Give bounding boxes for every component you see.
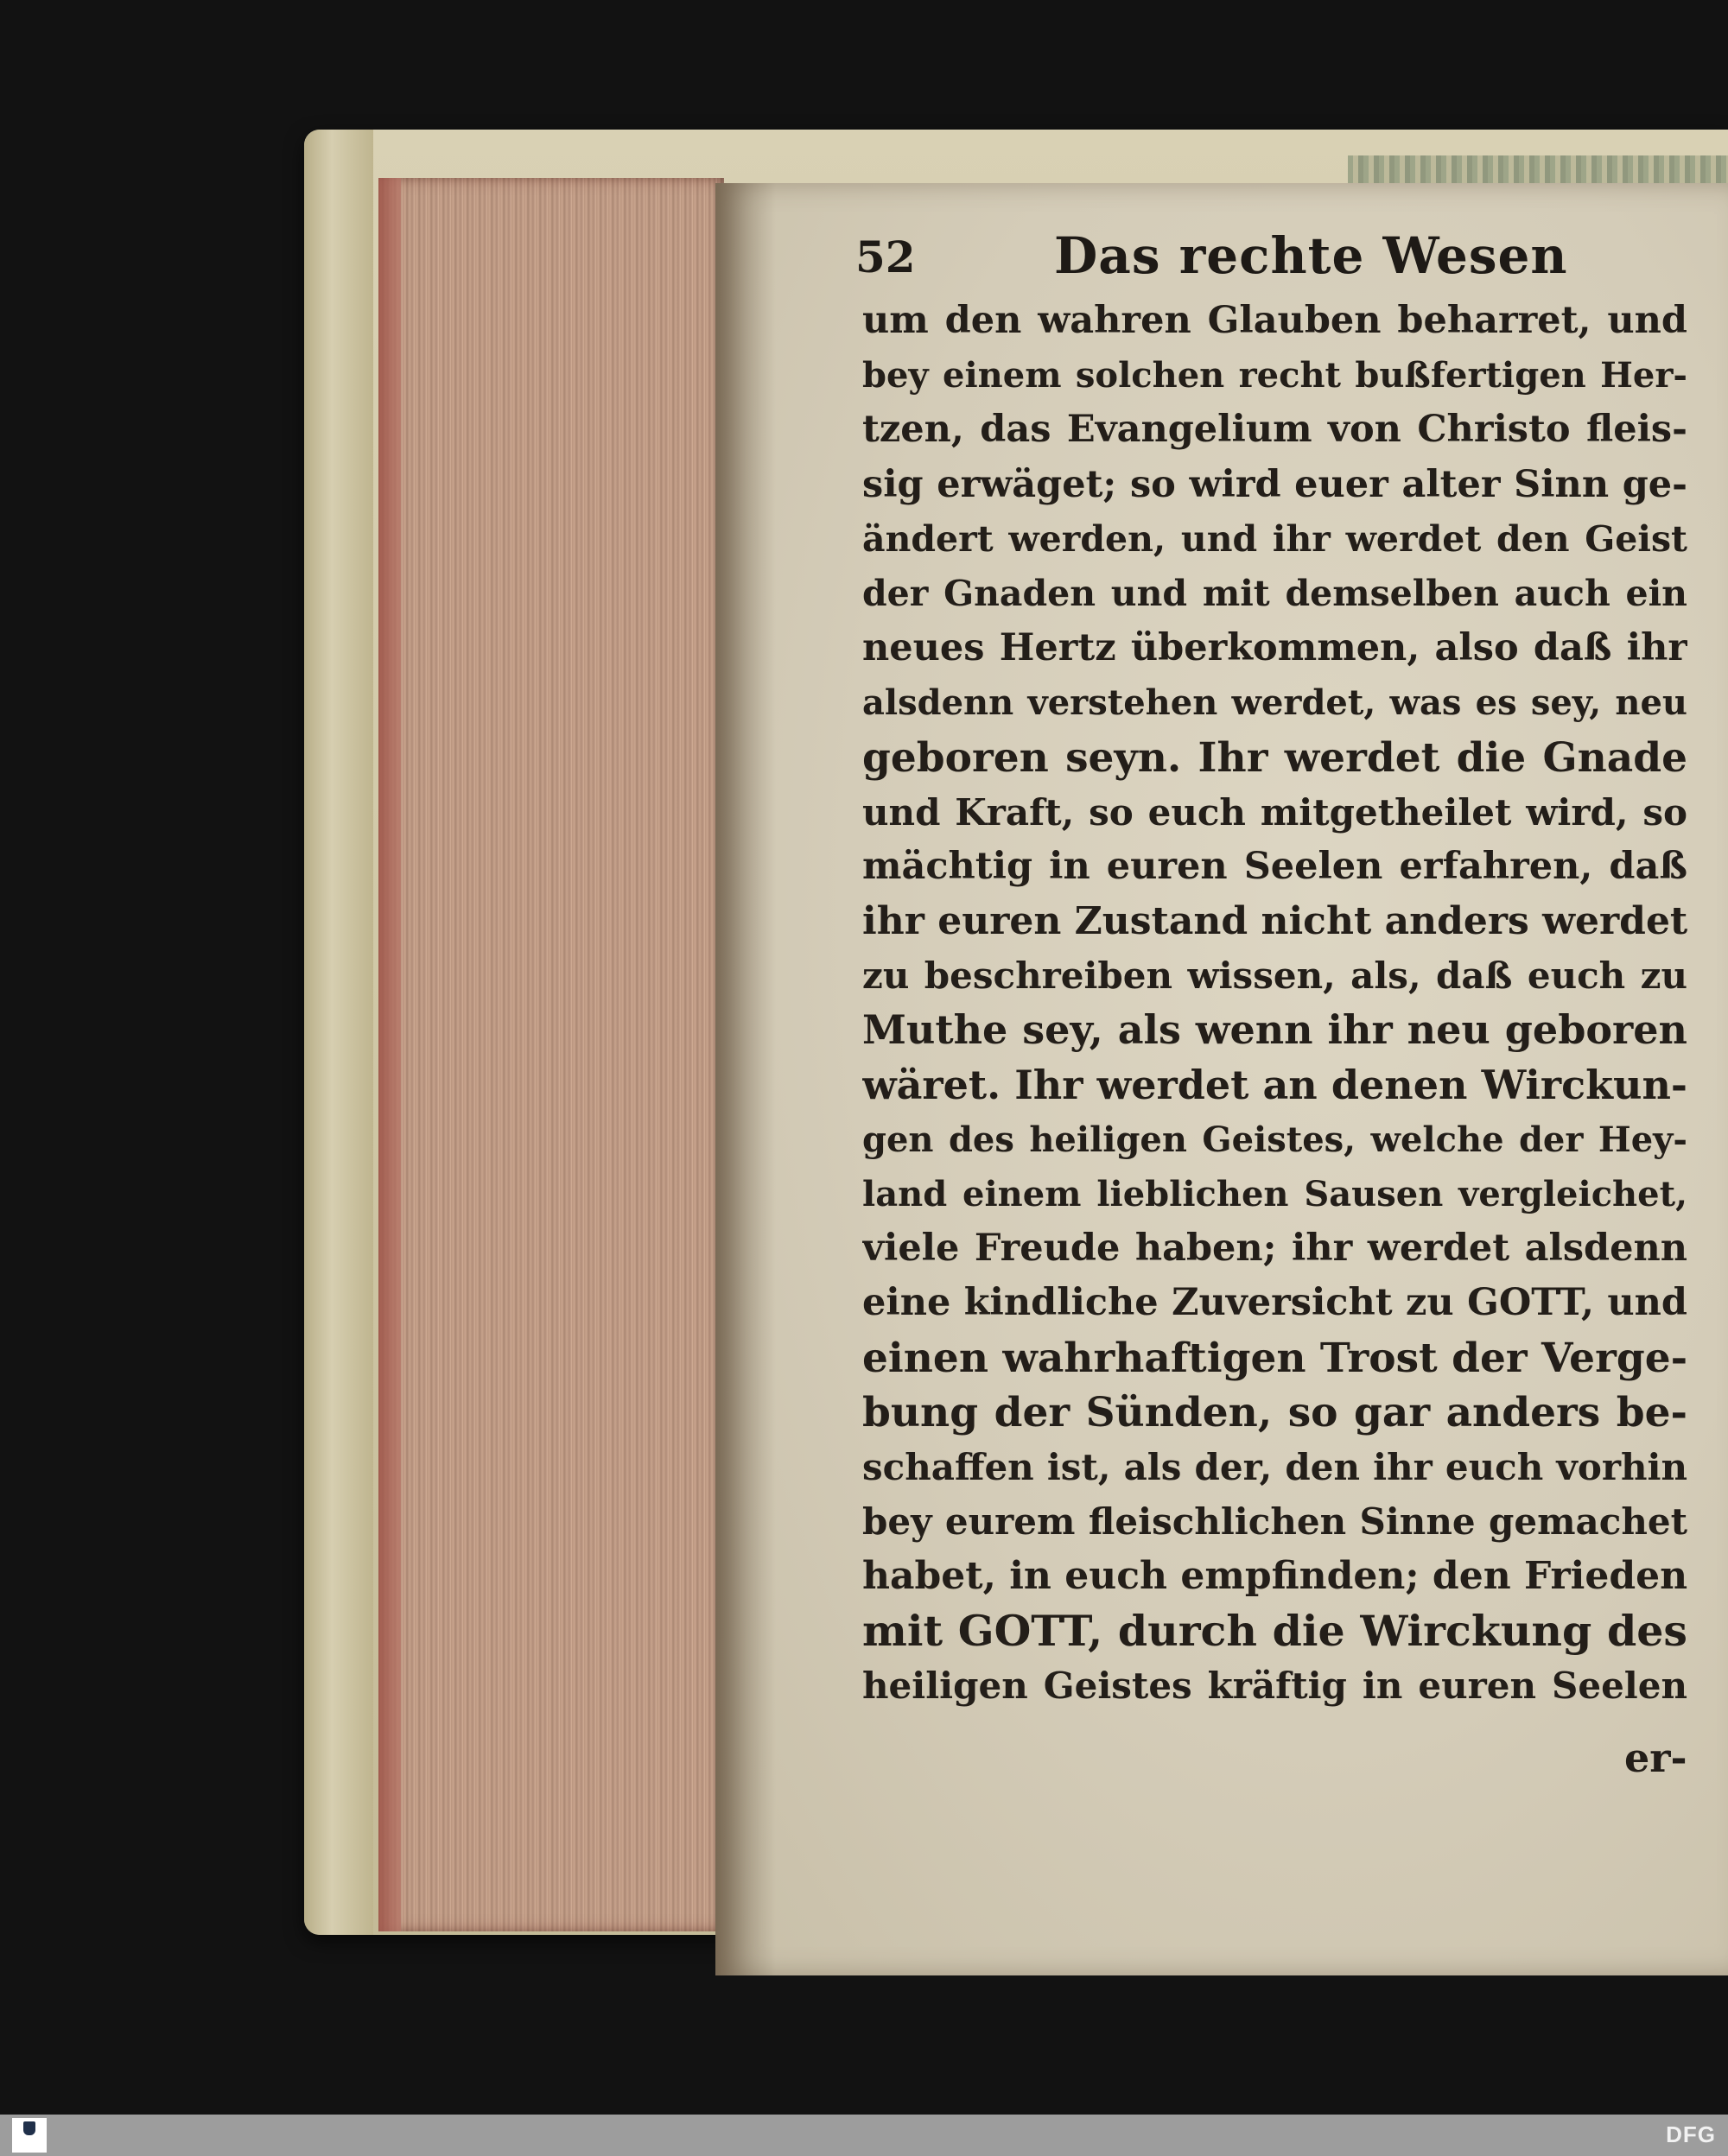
page-block xyxy=(378,178,724,1931)
text-line: bey einem solchen recht bußfertigen Her- xyxy=(862,355,1687,396)
text-line: wäret. Ihr werdet an denen Wirckun- xyxy=(862,1061,1687,1108)
text-line: ihr euren Zustand nicht anders werdet xyxy=(862,899,1687,944)
catchword: er- xyxy=(1624,1734,1687,1781)
text-line: Muthe sey, als wenn ihr neu geboren xyxy=(862,1006,1687,1054)
text-line: schaffen ist, als der, den ihr euch vorhin xyxy=(862,1445,1687,1488)
text-line: geboren seyn. Ihr werdet die Gnade xyxy=(862,733,1687,782)
gutter-shadow xyxy=(715,183,776,1975)
text-line: tzen, das Evangelium von Christo fleis- xyxy=(862,408,1687,452)
text-line: der Gnaden und mit demselben auch ein xyxy=(862,572,1687,614)
text-line: habet, in euch empfinden; den Frieden xyxy=(862,1554,1687,1599)
text-line: neues Hertz überkommen, also daß ihr xyxy=(862,626,1687,670)
text-line: um den wahren Glauben beharret, und xyxy=(862,299,1687,342)
dfg-label: DFG xyxy=(1666,2121,1716,2147)
body-text xyxy=(862,294,1687,1713)
text-line: und Kraft, so euch mitgetheilet wird, so xyxy=(862,790,1687,834)
text-line: zu beschreiben wissen, als, daß euch zu xyxy=(862,954,1687,998)
text-line: bey eurem fleischlichen Sinne gemachet xyxy=(862,1500,1687,1544)
text-line: viele Freude haben; ihr werdet alsdenn xyxy=(862,1227,1687,1271)
text-line: gen des heiligen Geistes, welche der Hey- xyxy=(862,1119,1687,1160)
logo-icon xyxy=(23,2121,35,2135)
page-header xyxy=(855,226,1711,292)
page-number: 52 xyxy=(855,231,916,282)
text-line: land einem lieblichen Sausen vergleichet, xyxy=(862,1174,1687,1214)
footer-bar xyxy=(0,2115,1728,2156)
institution-logo xyxy=(12,2118,47,2153)
running-head: Das rechte Wesen xyxy=(1054,226,1568,285)
text-line: eine kindliche Zuversicht zu GOTT, und xyxy=(862,1281,1687,1325)
text-line: sig erwäget; so wird euer alter Sinn ge- xyxy=(862,462,1687,506)
text-line: alsdenn verstehen werdet, was es sey, neu xyxy=(862,682,1687,724)
red-page-edge xyxy=(378,178,401,1931)
next-page-edge xyxy=(1348,155,1728,185)
text-line: heiligen Geistes kräftig in euren Seelen xyxy=(862,1664,1687,1707)
text-line: einen wahrhaftigen Trost der Verge- xyxy=(862,1334,1687,1382)
text-line: ändert werden, und ihr werdet den Geist xyxy=(862,517,1687,560)
text-line: bung der Sünden, so gar anders be- xyxy=(862,1388,1687,1436)
text-line: mächtig in euren Seelen erfahren, daß xyxy=(862,844,1687,888)
book-cover-edge xyxy=(304,130,373,1935)
text-line: mit GOTT, durch die Wirckung des xyxy=(862,1605,1687,1656)
